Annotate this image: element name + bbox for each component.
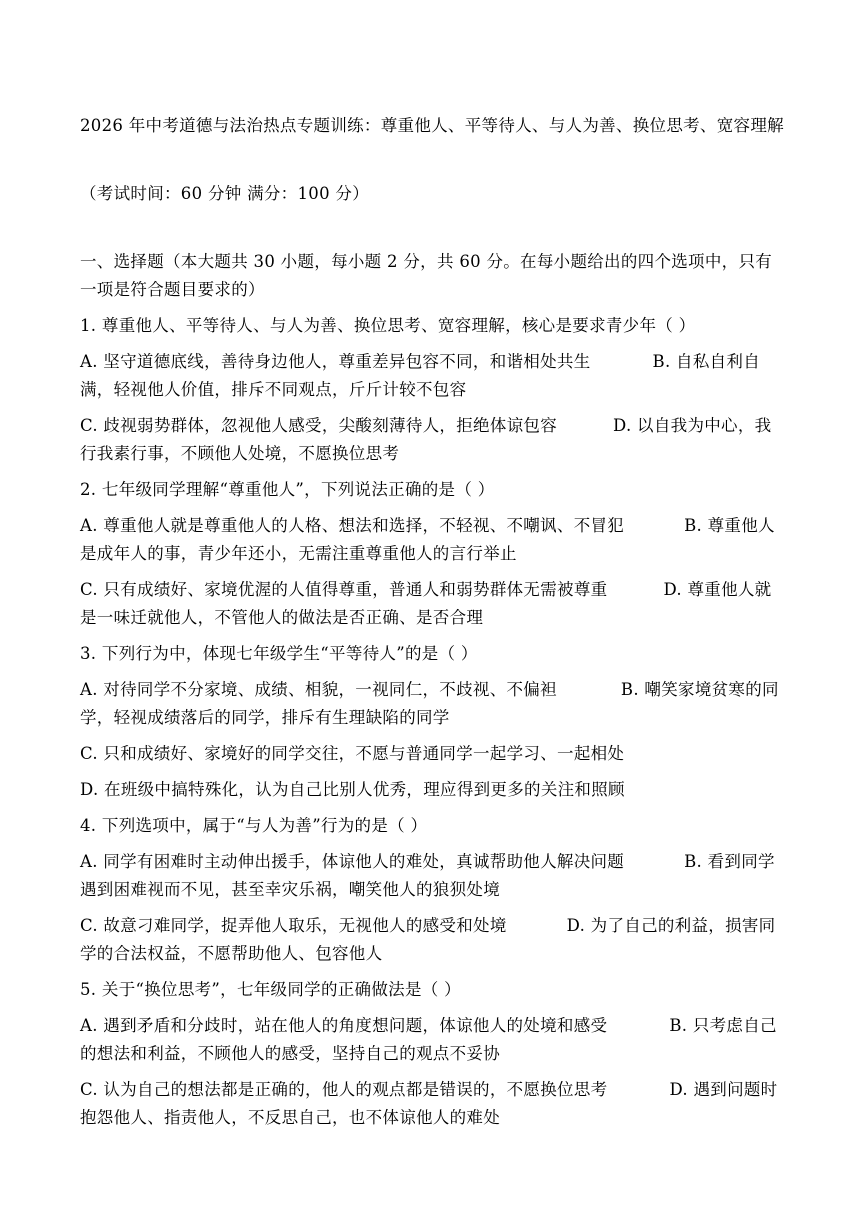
- option-row: [80, 1012, 788, 1068]
- option-row: [80, 348, 788, 404]
- question-stem: 1. 尊重他人、平等待人、与人为善、换位思考、宽容理解，核心是要求青少年（ ）: [80, 316, 696, 335]
- option-a: A. 遇到矛盾和分歧时，站在他人的角度想问题，体谅他人的处境和感受: [80, 1016, 608, 1035]
- option-a: A. 尊重他人就是尊重他人的人格、想法和选择，不轻视、不嘲讽、不冒犯: [80, 516, 625, 535]
- option-c: C. 故意刁难同学，捉弄他人取乐，无视他人的感受和处境: [80, 916, 507, 935]
- document-title: 2026 年中考道德与法治热点专题训练：尊重他人、平等待人、与人为善、换位思考、宽容理解: [80, 116, 784, 135]
- option-row: [80, 676, 788, 732]
- option-b: B. 嘲笑家境贫寒的同学，轻视成绩落后的同学，排斥有生理缺陷的同学: [80, 680, 779, 727]
- question-4: [80, 812, 788, 968]
- question-2: [80, 476, 788, 632]
- option-d: D. 在班级中搞特殊化，认为自己比别人优秀，理应得到更多的关注和照顾: [80, 780, 625, 799]
- option-c: C. 歧视弱势群体，忽视他人感受，尖酸刻薄待人，拒绝体谅包容: [80, 416, 558, 435]
- option-row: [80, 512, 788, 568]
- option-row: [80, 848, 788, 904]
- question-stem: 3. 下列行为中，体现七年级学生“平等待人”的是（ ）: [80, 644, 478, 663]
- question-stem: 4. 下列选项中，属于“与人为善”行为的是（ ）: [80, 816, 428, 835]
- option-row: [80, 412, 788, 468]
- option-d: D. 以自我为中心，我行我素行事，不顾他人处境，不愿换位思考: [80, 416, 772, 463]
- option-c: C. 只有成绩好、家境优渥的人值得尊重，普通人和弱势群体无需被尊重: [80, 580, 608, 599]
- question-5: [80, 976, 788, 1132]
- option-c: C. 只和成绩好、家境好的同学交往，不愿与普通同学一起学习、一起相处: [80, 744, 625, 763]
- option-b: B. 自私自利自满，轻视他人价值，排斥不同观点，斤斤计较不包容: [80, 352, 761, 399]
- option-b: B. 尊重他人是成年人的事，青少年还小，无需注重尊重他人的言行举止: [80, 516, 775, 563]
- question-3: [80, 640, 788, 804]
- option-c: C. 认为自己的想法都是正确的，他人的观点都是错误的，不愿换位思考: [80, 1080, 608, 1099]
- option-a: A. 对待同学不分家境、成绩、相貌，一视同仁，不歧视、不偏袒: [80, 680, 557, 699]
- option-d: D. 尊重他人就是一味迁就他人，不管他人的做法是否正确、是否合理: [80, 580, 772, 627]
- option-a: A. 同学有困难时主动伸出援手，体谅他人的难处，真诚帮助他人解决问题: [80, 852, 625, 871]
- exam-info: （考试时间：60 分钟 满分：100 分）: [80, 184, 370, 203]
- option-b: B. 只考虑自己的想法和利益，不顾他人的感受，坚持自己的观点不妥协: [80, 1016, 777, 1063]
- option-row: [80, 1076, 788, 1132]
- document-page: [80, 112, 788, 1132]
- option-d: D. 遇到问题时抱怨他人、指责他人，不反思自己，也不体谅他人的难处: [80, 1080, 778, 1127]
- question-1: [80, 312, 788, 468]
- question-stem: 5. 关于“换位思考”，七年级同学的正确做法是（ ）: [80, 980, 461, 999]
- section-heading: 一、选择题（本大题共 30 小题，每小题 2 分，共 60 分。在每小题给出的四个选项中，只有一项是符合题目要求的）: [80, 252, 773, 299]
- option-d: D. 为了自己的利益，损害同学的合法权益，不愿帮助他人、包容他人: [80, 916, 776, 963]
- option-row: [80, 912, 788, 968]
- option-a: A. 坚守道德底线，善待身边他人，尊重差异包容不同，和谐相处共生: [80, 352, 591, 371]
- option-b: B. 看到同学遇到困难视而不见，甚至幸灾乐祸，嘲笑他人的狼狈处境: [80, 852, 775, 899]
- option-row: [80, 576, 788, 632]
- question-stem: 2. 七年级同学理解“尊重他人”，下列说法正确的是（ ）: [80, 480, 495, 499]
